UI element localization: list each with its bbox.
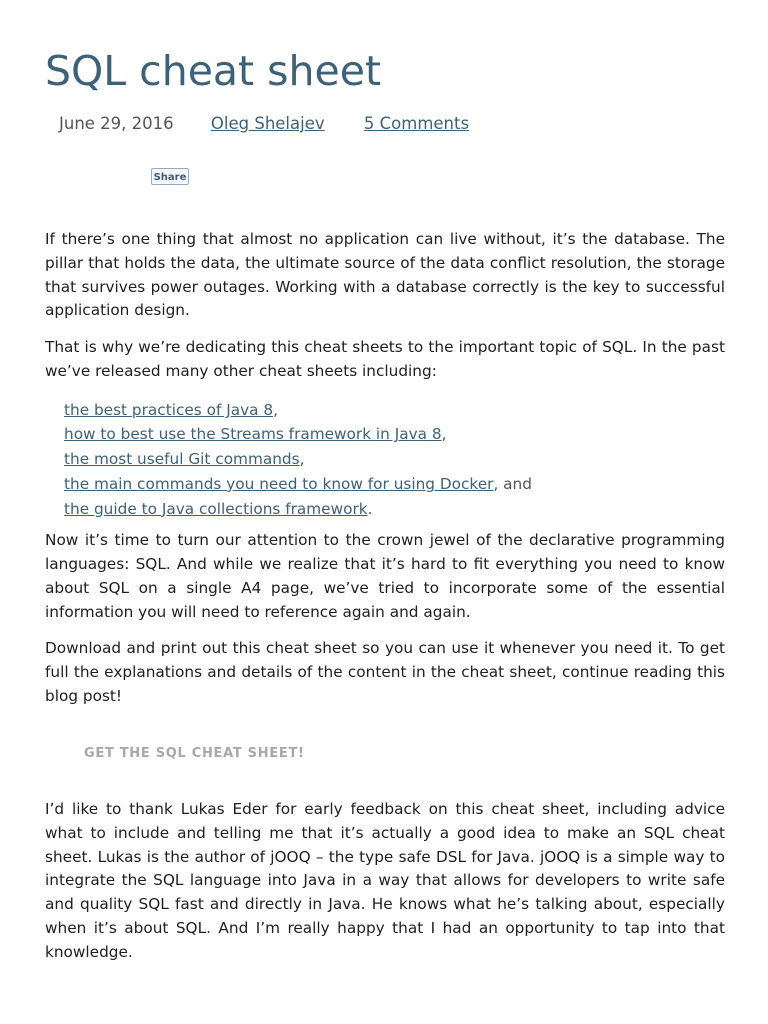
list-item-suffix: , and bbox=[493, 474, 532, 493]
sql-intro-paragraph: Now it’s time to turn our attention to the crown jewel of the declarative programming languages: SQL. And while we realize that it’s hard to fit everything you need to know about SQL on a single A4 page, we’ve tried to incorporate some of the essential information you will need to reference again and again. bbox=[45, 531, 725, 621]
docker-commands-link[interactable]: the main commands you need to know for using Docker bbox=[64, 474, 494, 493]
list-item bbox=[64, 472, 725, 497]
list-item-suffix: , bbox=[299, 450, 305, 469]
author-link[interactable]: Oleg Shelajev bbox=[210, 114, 325, 133]
get-cheat-sheet-button[interactable]: GET THE SQL CHEAT SHEET! bbox=[84, 746, 305, 761]
list-item-suffix: , bbox=[273, 400, 278, 419]
list-item bbox=[64, 422, 725, 447]
cheat-sheets-paragraph: That is why we’re dedicating this cheat sheets to the important topic of SQL. In the past we’ve released many other cheat sheets including: bbox=[45, 338, 725, 380]
java-collections-link[interactable]: the guide to Java collections framework bbox=[64, 499, 368, 518]
article-body bbox=[45, 228, 725, 709]
list-item-suffix: , bbox=[441, 425, 447, 444]
list-item bbox=[64, 497, 725, 522]
comments-link[interactable]: 5 Comments bbox=[363, 114, 470, 133]
list-item-suffix: . bbox=[367, 499, 373, 518]
list-item bbox=[64, 447, 725, 472]
page-title: SQL cheat sheet bbox=[45, 47, 382, 95]
post-date: June 29, 2016 bbox=[59, 114, 174, 133]
java8-best-practices-link[interactable]: the best practices of Java 8 bbox=[64, 400, 274, 419]
thanks-section bbox=[45, 798, 725, 965]
thanks-paragraph: I’d like to thank Lukas Eder for early feedback on this cheat sheet, including advice what to include and telling me that it’s actually a good idea to make an SQL cheat sheet. Lukas is the author of jOOQ – the type safe DSL for Java. jOOQ is a simple way to integrate the SQL language into Java in a way that allows for developers to write safe and quality SQL fast and directly in Java. He knows what he’s talking about, especially when it’s about SQL. And I’m really happy that I had an opportunity to tap into that knowledge. bbox=[45, 800, 725, 961]
download-paragraph: Download and print out this cheat sheet so you can use it whenever you need it. To get full the explanations and details of the content in the cheat sheet, continue reading this blog post! bbox=[45, 639, 725, 706]
git-commands-link[interactable]: the most useful Git commands bbox=[64, 450, 300, 469]
java8-streams-link[interactable]: how to best use the Streams framework in Java 8 bbox=[64, 425, 442, 444]
list-item bbox=[64, 398, 725, 423]
cheat-sheet-links-list bbox=[45, 398, 725, 522]
post-meta bbox=[59, 114, 469, 134]
intro-paragraph: If there’s one thing that almost no application can live without, it’s the database. The pillar that holds the data, the ultimate source of the data conflict resolution, the storage that survives power outages. Working with a database correctly is the key to successful application design. bbox=[45, 230, 725, 320]
share-button[interactable]: Share bbox=[151, 168, 189, 185]
